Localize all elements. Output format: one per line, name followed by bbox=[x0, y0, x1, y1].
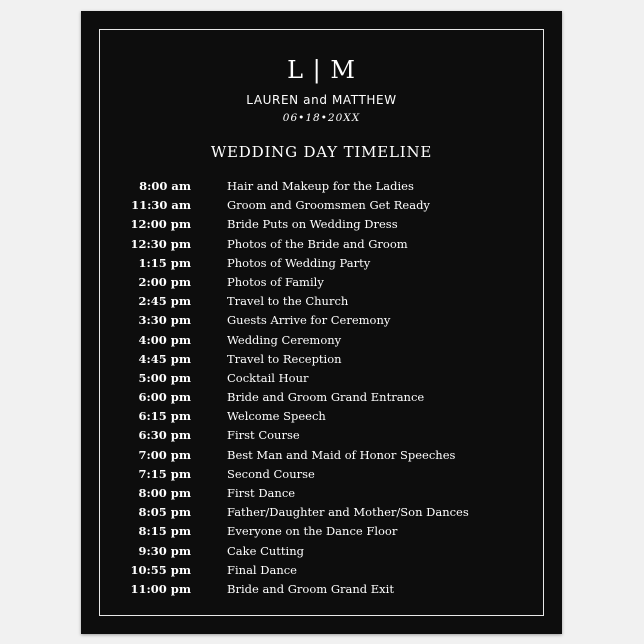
timeline-time: 1:15 pm bbox=[138, 255, 191, 270]
timeline-time: 4:45 pm bbox=[138, 351, 191, 366]
timeline-event: Welcome Speech bbox=[227, 409, 326, 424]
timeline-row bbox=[81, 505, 562, 524]
timeline-event: Bride and Groom Grand Exit bbox=[227, 581, 394, 596]
timeline-event: Travel to the Church bbox=[227, 294, 349, 309]
timeline-time: 11:30 am bbox=[131, 198, 191, 213]
timeline-row bbox=[81, 371, 562, 390]
timeline-row bbox=[81, 467, 562, 486]
timeline-event: Guests Arrive for Ceremony bbox=[227, 313, 391, 328]
timeline-time: 2:00 pm bbox=[138, 274, 191, 289]
timeline-event: First Course bbox=[227, 428, 300, 443]
timeline-time: 11:00 pm bbox=[130, 581, 191, 596]
timeline-list bbox=[81, 179, 562, 601]
timeline-row bbox=[81, 486, 562, 505]
couple-names: LAUREN and MATTHEW bbox=[246, 93, 397, 107]
timeline-row bbox=[81, 275, 562, 294]
timeline-time: 12:00 pm bbox=[130, 217, 191, 232]
timeline-time: 7:15 pm bbox=[138, 466, 191, 481]
timeline-time: 2:45 pm bbox=[138, 294, 191, 309]
timeline-time: 7:00 pm bbox=[138, 447, 191, 462]
timeline-row bbox=[81, 179, 562, 198]
timeline-event: Groom and Groomsmen Get Ready bbox=[227, 198, 430, 213]
timeline-event: First Dance bbox=[227, 486, 296, 500]
monogram: L | M bbox=[287, 56, 356, 84]
timeline-event: Cake Cutting bbox=[227, 543, 304, 558]
timeline-row bbox=[81, 294, 562, 313]
timeline-row bbox=[81, 448, 562, 467]
timeline-row bbox=[81, 428, 562, 447]
page-title: WEDDING DAY TIMELINE bbox=[210, 143, 433, 161]
timeline-card bbox=[81, 11, 562, 634]
timeline-time: 3:30 pm bbox=[138, 313, 191, 328]
timeline-event: Photos of the Bride and Groom bbox=[227, 236, 408, 251]
timeline-time: 6:00 pm bbox=[138, 390, 191, 405]
timeline-time: 4:00 pm bbox=[138, 332, 191, 347]
timeline-row bbox=[81, 256, 562, 275]
timeline-time: 8:05 pm bbox=[138, 505, 191, 520]
timeline-row bbox=[81, 409, 562, 428]
timeline-row bbox=[81, 333, 562, 352]
timeline-row bbox=[81, 524, 562, 543]
timeline-time: 6:15 pm bbox=[138, 409, 191, 424]
timeline-row bbox=[81, 544, 562, 563]
timeline-event: Bride Puts on Wedding Dress bbox=[227, 217, 398, 232]
timeline-event: Father/Daughter and Mother/Son Dances bbox=[227, 505, 469, 520]
timeline-event: Travel to Reception bbox=[227, 351, 342, 366]
timeline-event: Photos of Wedding Party bbox=[227, 255, 371, 270]
timeline-event: Second Course bbox=[227, 466, 315, 481]
timeline-event: Everyone on the Dance Floor bbox=[227, 524, 398, 539]
timeline-time: 12:30 pm bbox=[130, 236, 191, 251]
timeline-event: Final Dance bbox=[227, 562, 297, 577]
timeline-time: 8:00 pm bbox=[138, 486, 191, 500]
timeline-row bbox=[81, 237, 562, 256]
timeline-row bbox=[81, 390, 562, 409]
timeline-event: Best Man and Maid of Honor Speeches bbox=[227, 447, 456, 462]
timeline-row bbox=[81, 313, 562, 332]
timeline-event: Hair and Makeup for the Ladies bbox=[227, 179, 414, 193]
timeline-row bbox=[81, 582, 562, 601]
timeline-event: Cocktail Hour bbox=[227, 370, 309, 385]
timeline-time: 10:55 pm bbox=[130, 562, 191, 577]
timeline-row bbox=[81, 563, 562, 582]
timeline-event: Wedding Ceremony bbox=[227, 332, 342, 347]
timeline-time: 8:15 pm bbox=[138, 524, 191, 539]
timeline-event: Bride and Groom Grand Entrance bbox=[227, 390, 425, 405]
timeline-time: 8:00 am bbox=[139, 179, 191, 193]
wedding-date: 06•18•20XX bbox=[282, 112, 361, 124]
timeline-row bbox=[81, 217, 562, 236]
timeline-time: 9:30 pm bbox=[138, 543, 191, 558]
timeline-row bbox=[81, 198, 562, 217]
timeline-time: 5:00 pm bbox=[138, 370, 191, 385]
timeline-event: Photos of Family bbox=[227, 274, 324, 289]
timeline-row bbox=[81, 352, 562, 371]
timeline-time: 6:30 pm bbox=[138, 428, 191, 443]
